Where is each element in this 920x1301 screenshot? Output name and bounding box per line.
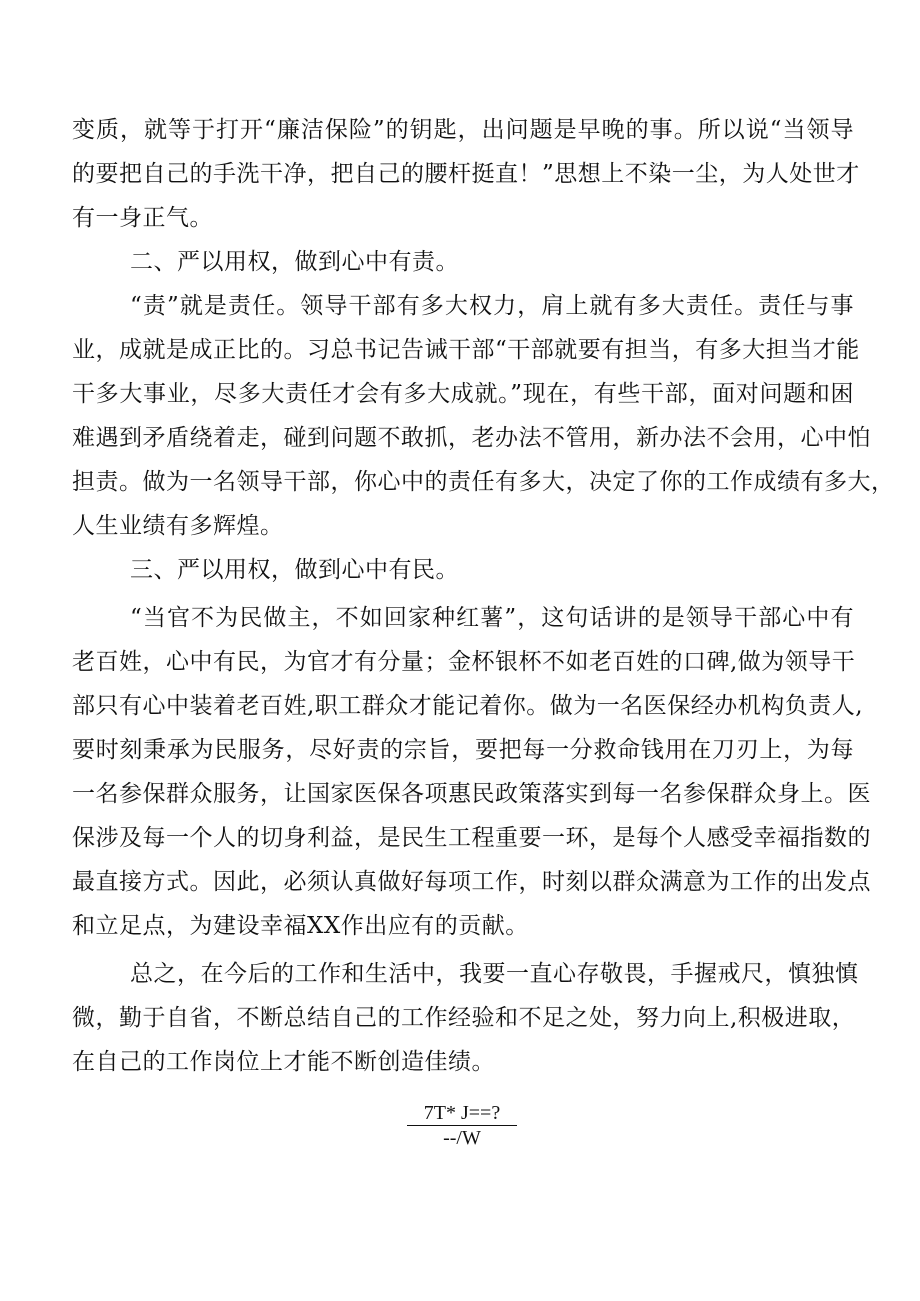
text-line: 要时刻秉承为民服务，尽好责的宗旨，要把每一分救命钱用在刀刃上，为每	[72, 737, 854, 763]
section-heading-3	[72, 548, 854, 592]
paragraph-conclusion	[72, 952, 859, 1084]
text-line: 最直接方式。因此，必须认真做好每项工作，时刻以群众满意为工作的出发点	[72, 869, 871, 895]
paragraph-responsibility	[72, 284, 895, 548]
document-body	[72, 108, 895, 1084]
text-line: 老百姓，心中有民，为官才有分量；金杯银杯不如老百姓的口碑,做为领导干	[72, 649, 856, 675]
footer-fraction-mark	[407, 1102, 517, 1149]
text-line: 的要把自己的手洗干净，把自己的腰杆挺直！”思想上不染一尘，为人处世才	[72, 161, 860, 187]
text-line: 部只有心中装着老百姓,职工群众才能记着你。做为一名医保经办机构负责人,	[72, 693, 864, 719]
text-line: 微，勤于自省，不断总结自己的工作经验和不足之处，努力向上,积极进取，	[72, 1005, 856, 1031]
text-line: 业，成就是成正比的。习总书记告诫干部“干部就要有担当，有多大担当才能	[72, 337, 860, 363]
text-line: 和立足点，为建设幸福XX作出应有的贡献。	[72, 913, 529, 939]
footer-mark-numerator: 7T* J==?	[407, 1102, 517, 1126]
text-line: 难遇到矛盾绕着走，碰到问题不敢抓，老办法不管用，新办法不会用，心中怕	[72, 425, 871, 451]
text-line: “责”就是责任。领导干部有多大权力，肩上就有多大责任。责任与事	[130, 293, 854, 319]
text-line: 保涉及每一个人的切身利益，是民生工程重要一环，是每个人感受幸福指数的	[72, 825, 871, 851]
text-line: 担责。做为一名领导干部，你心中的责任有多大，决定了你的工作成绩有多大，	[72, 469, 895, 495]
heading-line: 二、严以用权，做到心中有责。	[130, 249, 459, 275]
text-line: 在自己的工作岗位上才能不断创造佳绩。	[72, 1049, 495, 1075]
text-line: 变质，就等于打开“廉洁保险”的钥匙，出问题是早晚的事。所以说“当领导	[72, 117, 854, 143]
paragraph-people	[72, 596, 871, 948]
paragraph-continuation	[72, 108, 860, 240]
section-heading-2	[72, 240, 854, 284]
text-line: 干多大事业，尽多大责任才会有多大成就。”现在，有些干部，面对问题和困	[72, 381, 854, 407]
text-line: 一名参保群众服务，让国家医保各项惠民政策落实到每一名参保群众身上。医	[72, 781, 871, 807]
text-line: 人生业绩有多辉煌。	[72, 513, 284, 539]
text-line: 有一身正气。	[72, 205, 213, 231]
footer-mark-denominator: --/W	[443, 1127, 481, 1149]
heading-line: 三、严以用权，做到心中有民。	[130, 557, 459, 583]
text-line: 总之，在今后的工作和生活中，我要一直心存敬畏，手握戒尺，慎独慎	[130, 961, 859, 987]
text-line: “当官不为民做主，不如回家种红薯”，这句话讲的是领导干部心中有	[130, 605, 854, 631]
